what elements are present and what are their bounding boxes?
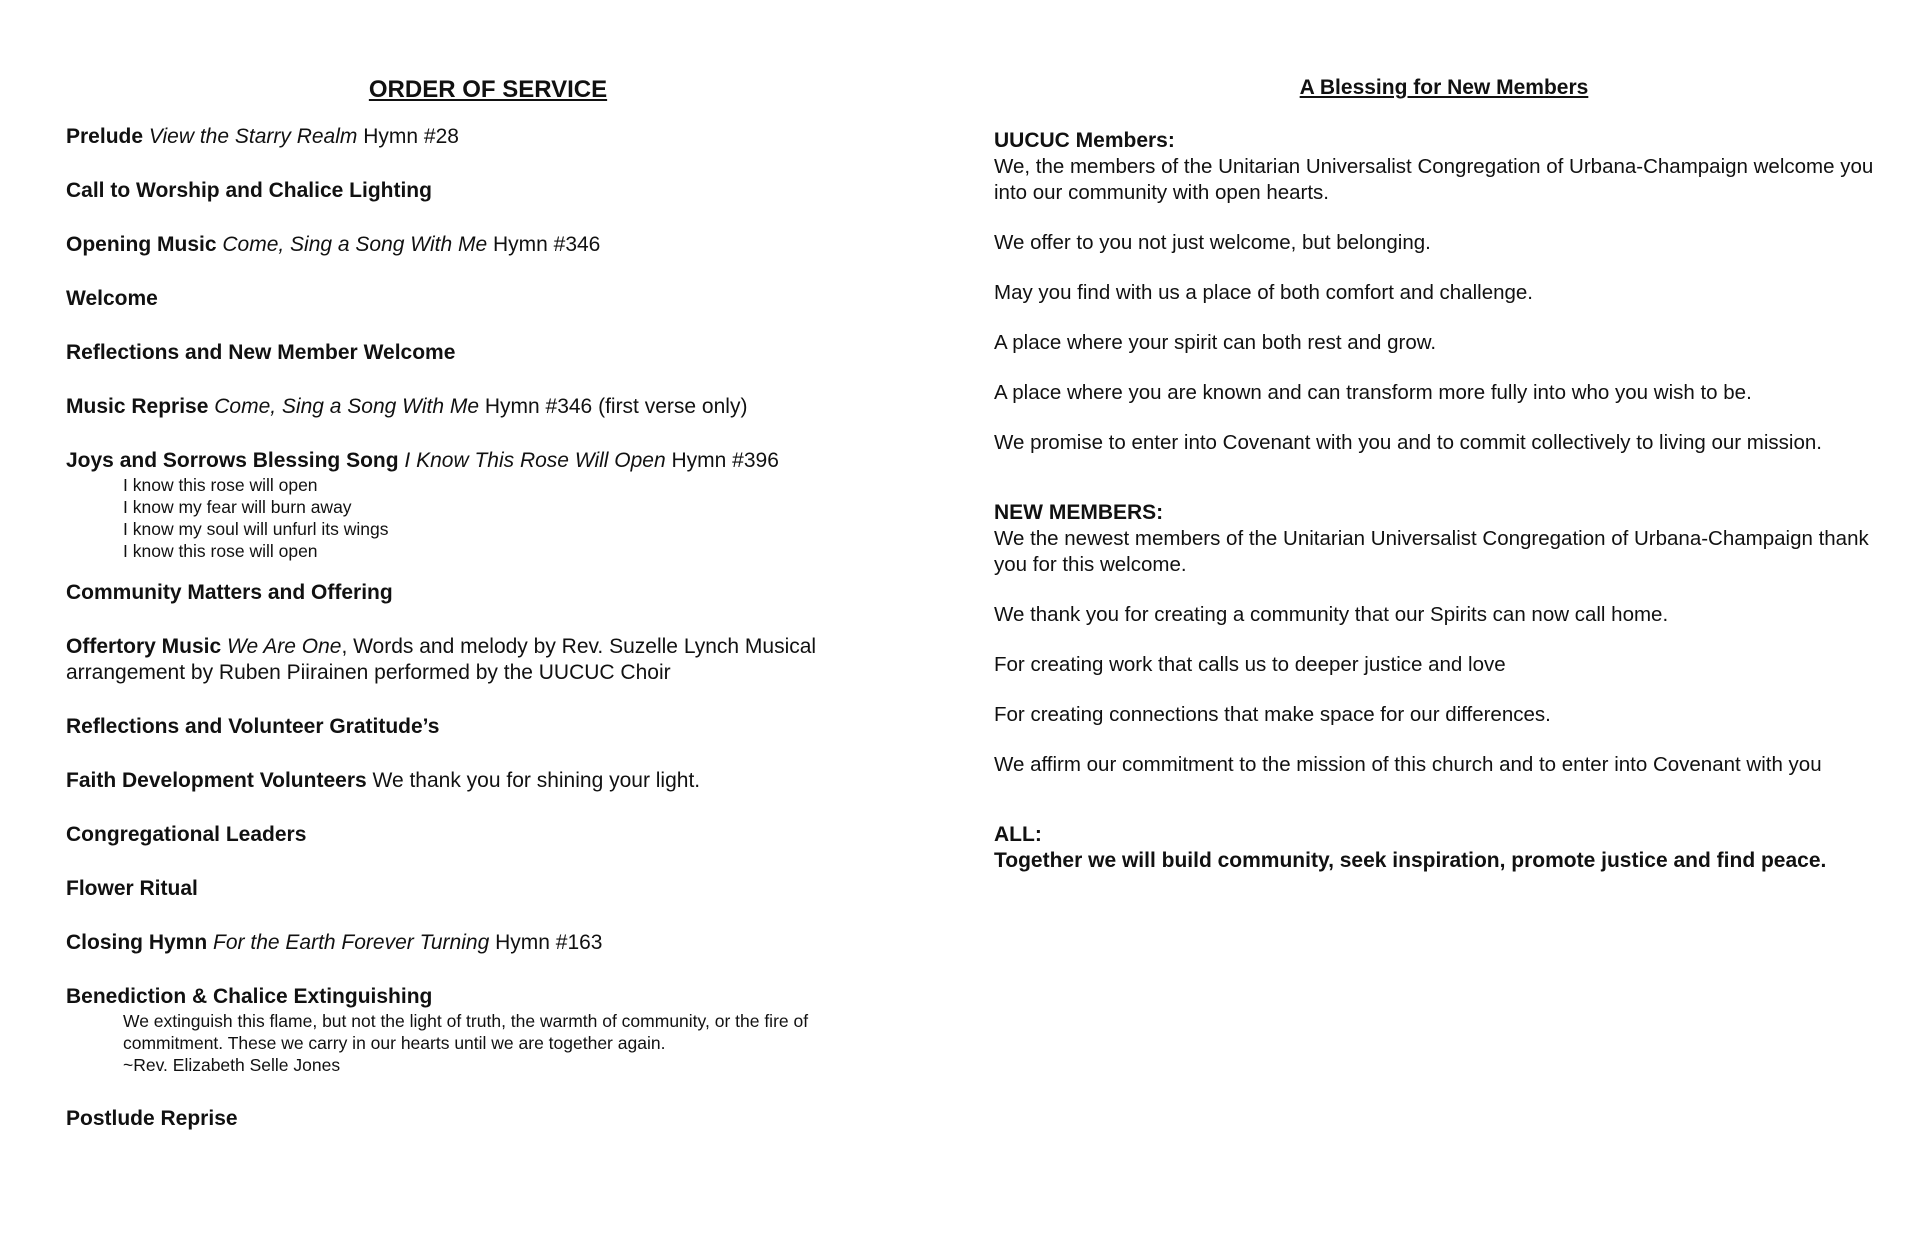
service-item-offertory-music	[66, 634, 896, 686]
service-item-prelude	[66, 124, 896, 150]
lyric-line: I know my fear will burn away	[123, 497, 352, 517]
service-item-benediction	[66, 984, 896, 1076]
service-item-welcome	[66, 286, 896, 312]
service-item-flower-ritual	[66, 876, 896, 902]
service-item-faith-development	[66, 768, 896, 794]
order-of-service-title: ORDER OF SERVICE	[368, 76, 608, 103]
item-title: View the Starry Realm	[148, 125, 358, 148]
new-members-paragraph: We thank you for creating a community that our Spirits can now call home.	[994, 603, 1669, 626]
item-label: Flower Ritual	[66, 877, 198, 900]
order-of-service-column	[66, 76, 896, 1160]
item-label: Opening Music	[66, 233, 217, 256]
members-paragraph: A place where you are known and can transform more fully into who you wish to be.	[994, 381, 1752, 404]
item-title: We Are One	[227, 635, 342, 658]
item-detail: We thank you for shining your light.	[366, 769, 701, 792]
service-item-opening-music	[66, 232, 896, 258]
benediction-line: We extinguish this flame, but not the light of truth, the warmth of community, or the fire of	[123, 1011, 809, 1031]
item-label: Welcome	[66, 287, 158, 310]
service-item-congregational-leaders	[66, 822, 896, 848]
item-detail: Hymn #396	[665, 449, 779, 472]
service-item-call-to-worship	[66, 178, 896, 204]
section-spacer	[994, 802, 1894, 822]
all-label: ALL:	[994, 823, 1042, 846]
item-label: Reflections and New Member Welcome	[66, 341, 456, 364]
item-label: Faith Development Volunteers	[66, 769, 367, 792]
item-title: Come, Sing a Song With Me	[222, 233, 488, 256]
item-label: Call to Worship and Chalice Lighting	[66, 179, 432, 202]
members-paragraph: A place where your spirit can both rest and grow.	[994, 331, 1437, 354]
item-title: For the Earth Forever Turning	[213, 931, 490, 954]
item-label: Prelude	[66, 125, 144, 148]
item-title: I Know This Rose Will Open	[404, 449, 666, 472]
blessing-title: A Blessing for New Members	[1299, 76, 1589, 99]
new-members-paragraph: We the newest members of the Unitarian Universalist Congregation of Urbana-Champaign thank you for this welcome.	[994, 527, 1869, 576]
benediction-attribution: ~Rev. Elizabeth Selle Jones	[123, 1055, 341, 1075]
all-response-text: Together we will build community, seek inspiration, promote justice and find peace.	[994, 849, 1827, 872]
members-paragraph: We promise to enter into Covenant with you and to commit collectively to living our mission.	[994, 431, 1822, 454]
new-members-paragraph: For creating work that calls us to deeper justice and love	[994, 653, 1506, 676]
item-label: Closing Hymn	[66, 931, 208, 954]
service-item-volunteer-gratitude	[66, 714, 896, 740]
benediction-text	[123, 1010, 896, 1076]
item-label: Postlude Reprise	[66, 1107, 238, 1130]
service-item-community-matters	[66, 580, 896, 606]
blessing-column	[994, 76, 1894, 874]
members-paragraph: We offer to you not just welcome, but belonging.	[994, 231, 1431, 254]
item-label: Benediction & Chalice Extinguishing	[66, 985, 433, 1008]
service-item-postlude-reprise	[66, 1106, 896, 1132]
item-detail: Hymn #346 (first verse only)	[479, 395, 748, 418]
members-paragraph: May you find with us a place of both comfort and challenge.	[994, 281, 1534, 304]
members-label: UUCUC Members:	[994, 129, 1175, 152]
service-item-joys-and-sorrows	[66, 448, 896, 562]
benediction-line: commitment. These we carry in our hearts until we are together again.	[123, 1033, 666, 1053]
new-members-label: NEW MEMBERS:	[994, 501, 1164, 524]
item-label: Community Matters and Offering	[66, 581, 393, 604]
service-item-music-reprise	[66, 394, 896, 420]
new-members-paragraph: We affirm our commitment to the mission of this church and to enter into Covenant with you	[994, 753, 1822, 776]
rose-song-lyrics	[123, 474, 896, 562]
item-detail: Hymn #28	[357, 125, 459, 148]
item-label: Joys and Sorrows Blessing Song	[66, 449, 399, 472]
lyric-line: I know this rose will open	[123, 475, 318, 495]
lyric-line: I know this rose will open	[123, 541, 318, 561]
item-label: Reflections and Volunteer Gratitude’s	[66, 715, 440, 738]
section-spacer	[994, 480, 1894, 500]
item-title: Come, Sing a Song With Me	[214, 395, 480, 418]
item-detail: Hymn #163	[489, 931, 603, 954]
service-item-closing-hymn	[66, 930, 896, 956]
new-members-paragraph: For creating connections that make space for our differences.	[994, 703, 1551, 726]
blessing-page	[960, 0, 1920, 1242]
item-detail: Hymn #346	[487, 233, 601, 256]
service-item-reflections-new-member	[66, 340, 896, 366]
item-label: Offertory Music	[66, 635, 222, 658]
members-paragraph: We, the members of the Unitarian Universalist Congregation of Urbana-Champaign welcome you into our community with open hearts.	[994, 155, 1874, 204]
item-label: Congregational Leaders	[66, 823, 307, 846]
item-label: Music Reprise	[66, 395, 209, 418]
item-detail: , Words and melody by Rev. Suzelle Lynch Musical arrangement by Ruben Piirainen performed by the UUCUC Choir	[66, 635, 817, 684]
lyric-line: I know my soul will unfurl its wings	[123, 519, 389, 539]
